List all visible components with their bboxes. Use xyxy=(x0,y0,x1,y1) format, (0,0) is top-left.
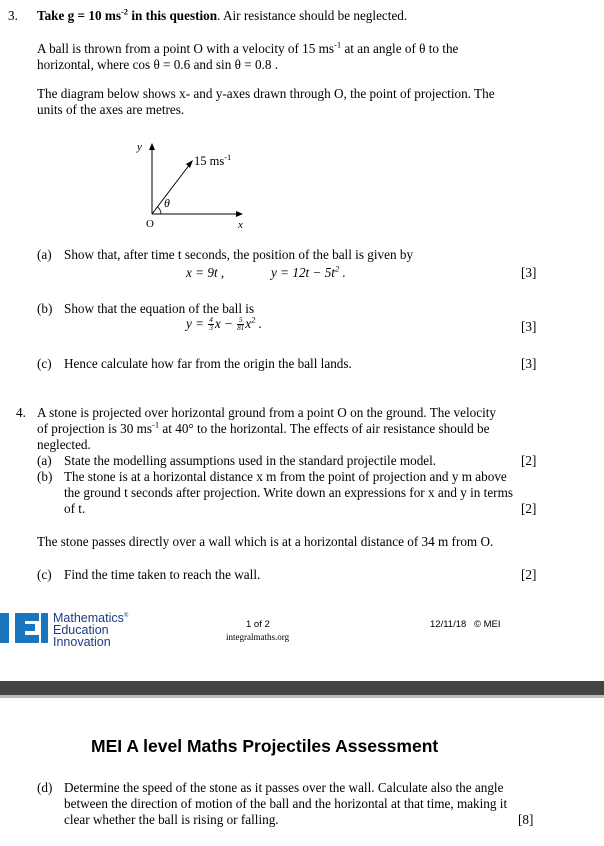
site-url: integralmaths.org xyxy=(226,632,290,642)
logo-line-1-text: Mathematics xyxy=(53,611,124,625)
q4a-marks: [2] xyxy=(521,453,537,468)
q3a-eq-y xyxy=(271,265,346,281)
q4d-marks: [8] xyxy=(518,812,534,827)
q4b-line2: the ground t seconds after projection. Write down an expressions for x and y in terms xyxy=(64,485,513,500)
q3a-eq-x: x = 9t , xyxy=(186,265,225,280)
footer-date: 12/11/18 xyxy=(430,619,467,630)
q4b-line3: of t. xyxy=(64,501,86,516)
q4c-label: (c) xyxy=(37,567,52,582)
page-number: 1 of 2 xyxy=(246,619,270,630)
origin-label: O xyxy=(146,218,154,230)
lead-bold-end: in this question xyxy=(128,8,218,23)
q3-para1-line1-sup: -1 xyxy=(334,39,342,50)
q3b-equation xyxy=(186,316,262,332)
page-break-bar xyxy=(0,681,604,695)
q4-intro-line2a: of projection is 30 ms xyxy=(37,421,153,436)
q3b-eq-x2: x xyxy=(245,316,252,331)
footer-copyright: © MEI xyxy=(474,619,501,630)
x-axis-label: x xyxy=(238,219,243,231)
q3-para2-line2: units of the axes are metres. xyxy=(37,102,185,117)
velocity-label xyxy=(194,151,232,170)
question-3-number: 3. xyxy=(8,8,18,23)
x-axis-arrow xyxy=(236,211,243,217)
q3c-marks: [3] xyxy=(521,356,537,371)
lead-bold xyxy=(37,8,217,23)
q4-intro-line2-sup: -1 xyxy=(152,419,160,430)
q3b-frac1-den: 3 xyxy=(209,324,213,333)
q3c-label: (c) xyxy=(37,356,52,371)
q4-intro-line3: neglected. xyxy=(37,437,91,452)
q3b-frac2-num: 5 xyxy=(238,316,243,325)
y-axis-label: y xyxy=(137,141,142,153)
q3a-eq-y-end: . xyxy=(339,265,346,280)
q3a-text: Show that, after time t seconds, the position of the ball is given by xyxy=(64,247,414,262)
q3a-label: (a) xyxy=(37,247,52,262)
logo-line-3: Innovation xyxy=(53,635,111,649)
q3b-text: Show that the equation of the ball is xyxy=(64,301,255,316)
q3-para2-line1: The diagram below shows x- and y-axes drawn through O, the point of projection. The xyxy=(37,86,495,101)
lead-bold-sup: -2 xyxy=(120,6,129,17)
q4d-line1: Determine the speed of the stone as it passes over the wall. Calculate also the angle xyxy=(64,780,504,795)
lead-bold-text: Take g = 10 ms xyxy=(37,8,121,23)
q3b-eq-x2-sup: 2 xyxy=(251,314,256,325)
velocity-label-sup: -1 xyxy=(224,151,232,162)
q3b-frac2-den: 81 xyxy=(237,324,245,333)
q3b-label: (b) xyxy=(37,301,53,316)
q3b-eq-end: . xyxy=(255,316,262,331)
q4-intro-line2 xyxy=(37,421,489,437)
velocity-label-text: 15 ms xyxy=(194,154,225,168)
q4a-label: (a) xyxy=(37,453,52,468)
question-3-lead xyxy=(37,8,407,24)
q3b-frac1 xyxy=(208,317,214,332)
q3b-marks: [3] xyxy=(521,319,537,334)
y-axis-arrow xyxy=(149,143,155,150)
q4b-marks: [2] xyxy=(521,501,537,516)
q3-para1-line1 xyxy=(37,41,458,57)
q3-para1-line1-text: A ball is thrown from a point O with a velocity of 15 ms xyxy=(37,41,335,56)
q4c-text: Find the time taken to reach the wall. xyxy=(64,567,261,582)
page-break-shadow xyxy=(0,695,604,698)
q4a-text: State the modelling assumptions used in the standard projectile model. xyxy=(64,453,437,468)
q3a-marks: [3] xyxy=(521,265,537,280)
mei-logo-text xyxy=(53,612,128,648)
q4d-label: (d) xyxy=(37,780,53,795)
q4d-line3: clear whether the ball is rising or falling. xyxy=(64,812,279,827)
q3b-frac2 xyxy=(237,317,244,332)
question-4-number: 4. xyxy=(16,405,26,420)
mei-logo-icon xyxy=(0,610,48,646)
q3a-eq-y-sup: 2 xyxy=(334,263,340,274)
logo-registered: ® xyxy=(123,612,129,619)
q3b-eq-lhs: y = xyxy=(186,316,208,331)
angle-arc xyxy=(158,207,162,214)
q3b-eq-mid: x − xyxy=(214,316,237,331)
page-2-title: MEI A level Maths Projectiles Assessment xyxy=(91,736,439,756)
velocity-vector xyxy=(152,164,190,214)
lead-rest: . Air resistance should be neglected. xyxy=(217,8,408,23)
q3-para1-line2: horizontal, where cos θ = 0.6 and sin θ = 0.8 . xyxy=(37,57,279,72)
q3-para1-line1-end: at an angle of θ to the xyxy=(341,41,459,56)
q4-intro-line2b: at 40° to the horizontal. The effects of air resistance should be xyxy=(159,421,490,436)
q4-intro-line1: A stone is projected over horizontal ground from a point O on the ground. The velocity xyxy=(37,405,497,420)
velocity-arrow xyxy=(186,160,193,168)
angle-label: θ xyxy=(164,196,170,210)
logo-line-2: Education xyxy=(53,623,109,637)
q4c-marks: [2] xyxy=(521,567,537,582)
q3a-eq-y-text: y = 12t − 5t xyxy=(271,265,335,280)
q4b-line1: The stone is at a horizontal distance x m from the point of projection and y m above xyxy=(64,469,507,484)
q3c-text: Hence calculate how far from the origin the ball lands. xyxy=(64,356,352,371)
q4b-label: (b) xyxy=(37,469,53,484)
q4d-line2: between the direction of motion of the ball and the horizontal at that time, making it xyxy=(64,796,508,811)
q4-wall-text: The stone passes directly over a wall which is at a horizontal distance of 34 m from O. xyxy=(37,534,494,549)
q3b-frac1-num: 4 xyxy=(209,316,213,325)
